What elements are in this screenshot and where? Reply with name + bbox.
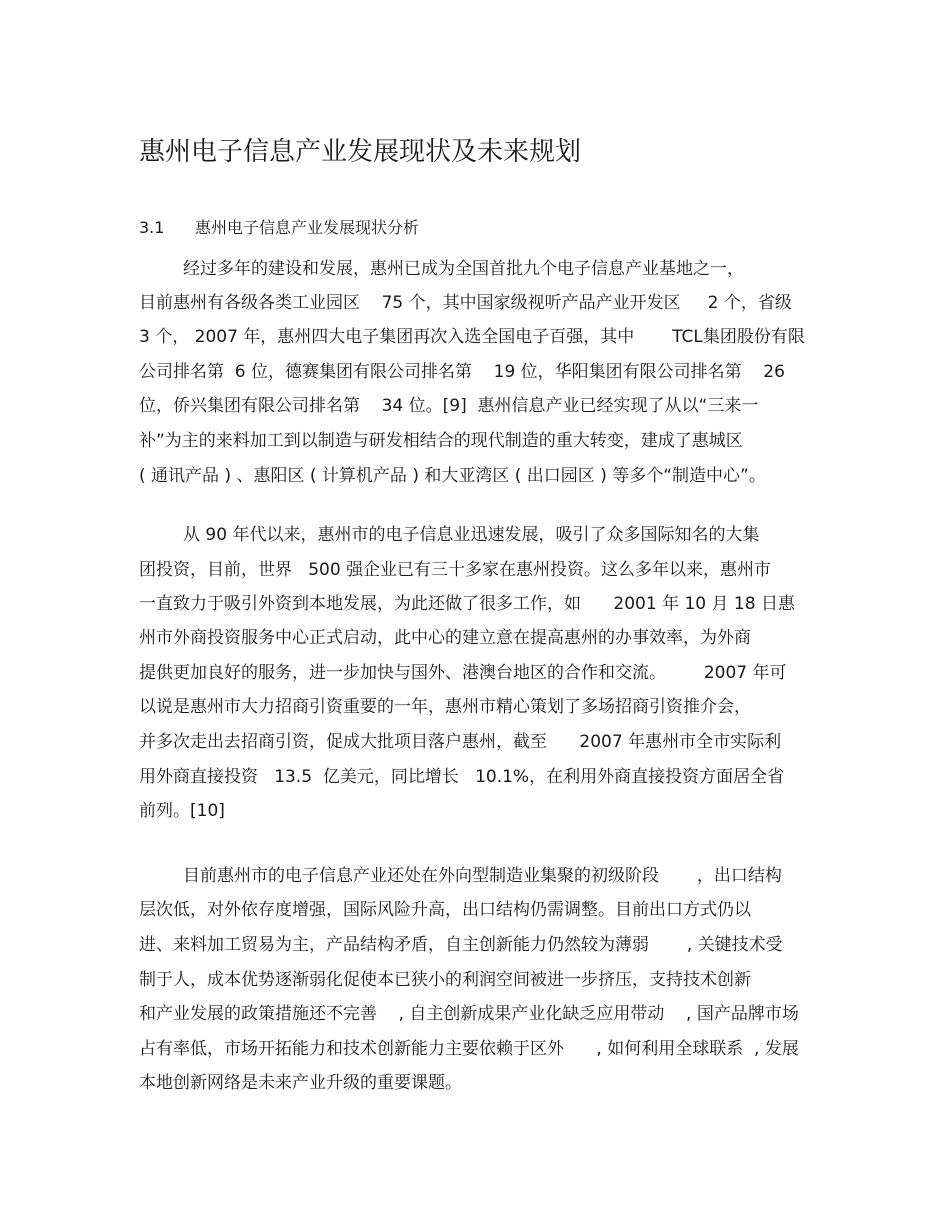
paragraph-line: 州市外商投资服务中心正式启动，此中心的建立意在提高惠州的办事效率，为外商 (139, 628, 751, 648)
document-title: 惠州电子信息产业发展现状及未来规划 (139, 137, 582, 167)
paragraph-line: ( 通讯产品 ) 、惠阳区 ( 计算机产品 ) 和大亚湾区 ( 出口园区 ) 等多个“制造中心”。 (139, 466, 766, 486)
paragraph-line: 以说是惠州市大力招商引资重要的一年，惠州市精心策划了多场招商引资推介会， (139, 697, 751, 717)
paragraph-line: 制于人，成本优势逐渐弱化促使本已狭小的利润空间被进一步挤压，支持技术创新 (139, 970, 751, 990)
paragraph-line: 用外商直接投资 13.5 亿美元，同比增长 10.1%，在利用外商直接投资方面居全省 (139, 767, 785, 787)
paragraph-line: 3 个， 2007 年，惠州四大电子集团再次入选全国电子百强，其中 TCL集团股份有限 (139, 327, 805, 347)
paragraph-line: 本地创新网络是未来产业升级的重要课题。 (139, 1073, 462, 1093)
paragraph-line: 层次低，对外依存度增强，国际风险升高，出口结构仍需调整。目前出口方式仍以 (139, 900, 751, 920)
paragraph-line: 提供更加良好的服务，进一步加快与国外、港澳台地区的合作和交流。 2007 年可 (139, 663, 787, 683)
paragraph-line: 补”为主的来料加工到以制造与研发相结合的现代制造的重大转变，建成了惠城区 (139, 431, 743, 451)
paragraph-line: 从 90 年代以来，惠州市的电子信息业迅速发展，吸引了众多国际知名的大集 (183, 525, 760, 545)
paragraph-line: 一直致力于吸引外资到本地发展，为此还做了很多工作，如 2001 年 10 月 18 日惠 (139, 594, 795, 614)
paragraph-line: 位，侨兴集团有限公司排名第 34 位。[9] 惠州信息产业已经实现了从以“三来一 (139, 396, 759, 416)
paragraph-line: 目前惠州市的电子信息产业还处在外向型制造业集聚的初级阶段 ，出口结构 (183, 866, 782, 886)
paragraph-line: 团投资，目前，世界 500 强企业已有三十多家在惠州投资。这么多年以来，惠州市 (139, 560, 772, 580)
section-title: 惠州电子信息产业发展现状分析 (195, 218, 420, 237)
paragraph-line: 目前惠州有各级各类工业园区 75 个，其中国家级视听产品产业开发区 2 个，省级 (139, 293, 792, 313)
paragraph-line: 进、来料加工贸易为主，产品结构矛盾，自主创新能力仍然较为薄弱 , 关键技术受 (139, 935, 783, 955)
paragraph-line: 并多次走出去招商引资，促成大批项目落户惠州，截至 2007 年惠州市全市实际利 (139, 732, 782, 752)
paragraph-line: 经过多年的建设和发展，惠州已成为全国首批九个电子信息产业基地之一， (183, 259, 744, 279)
paragraph-line: 占有率低，市场开拓能力和技术创新能力主要依赖于区外 , 如何利用全球联系 , 发展 (139, 1039, 799, 1059)
paragraph-line: 前列。[10] (139, 801, 225, 821)
paragraph-line: 和产业发展的政策措施还不完善 , 自主创新成果产业化缺乏应用带动 , 国产品牌市场 (139, 1004, 799, 1024)
paragraph-line: 公司排名第 6 位，德赛集团有限公司排名第 19 位，华阳集团有限公司排名第 26 (139, 362, 785, 382)
section-number: 3.1 (139, 218, 165, 237)
section-heading (139, 216, 419, 240)
